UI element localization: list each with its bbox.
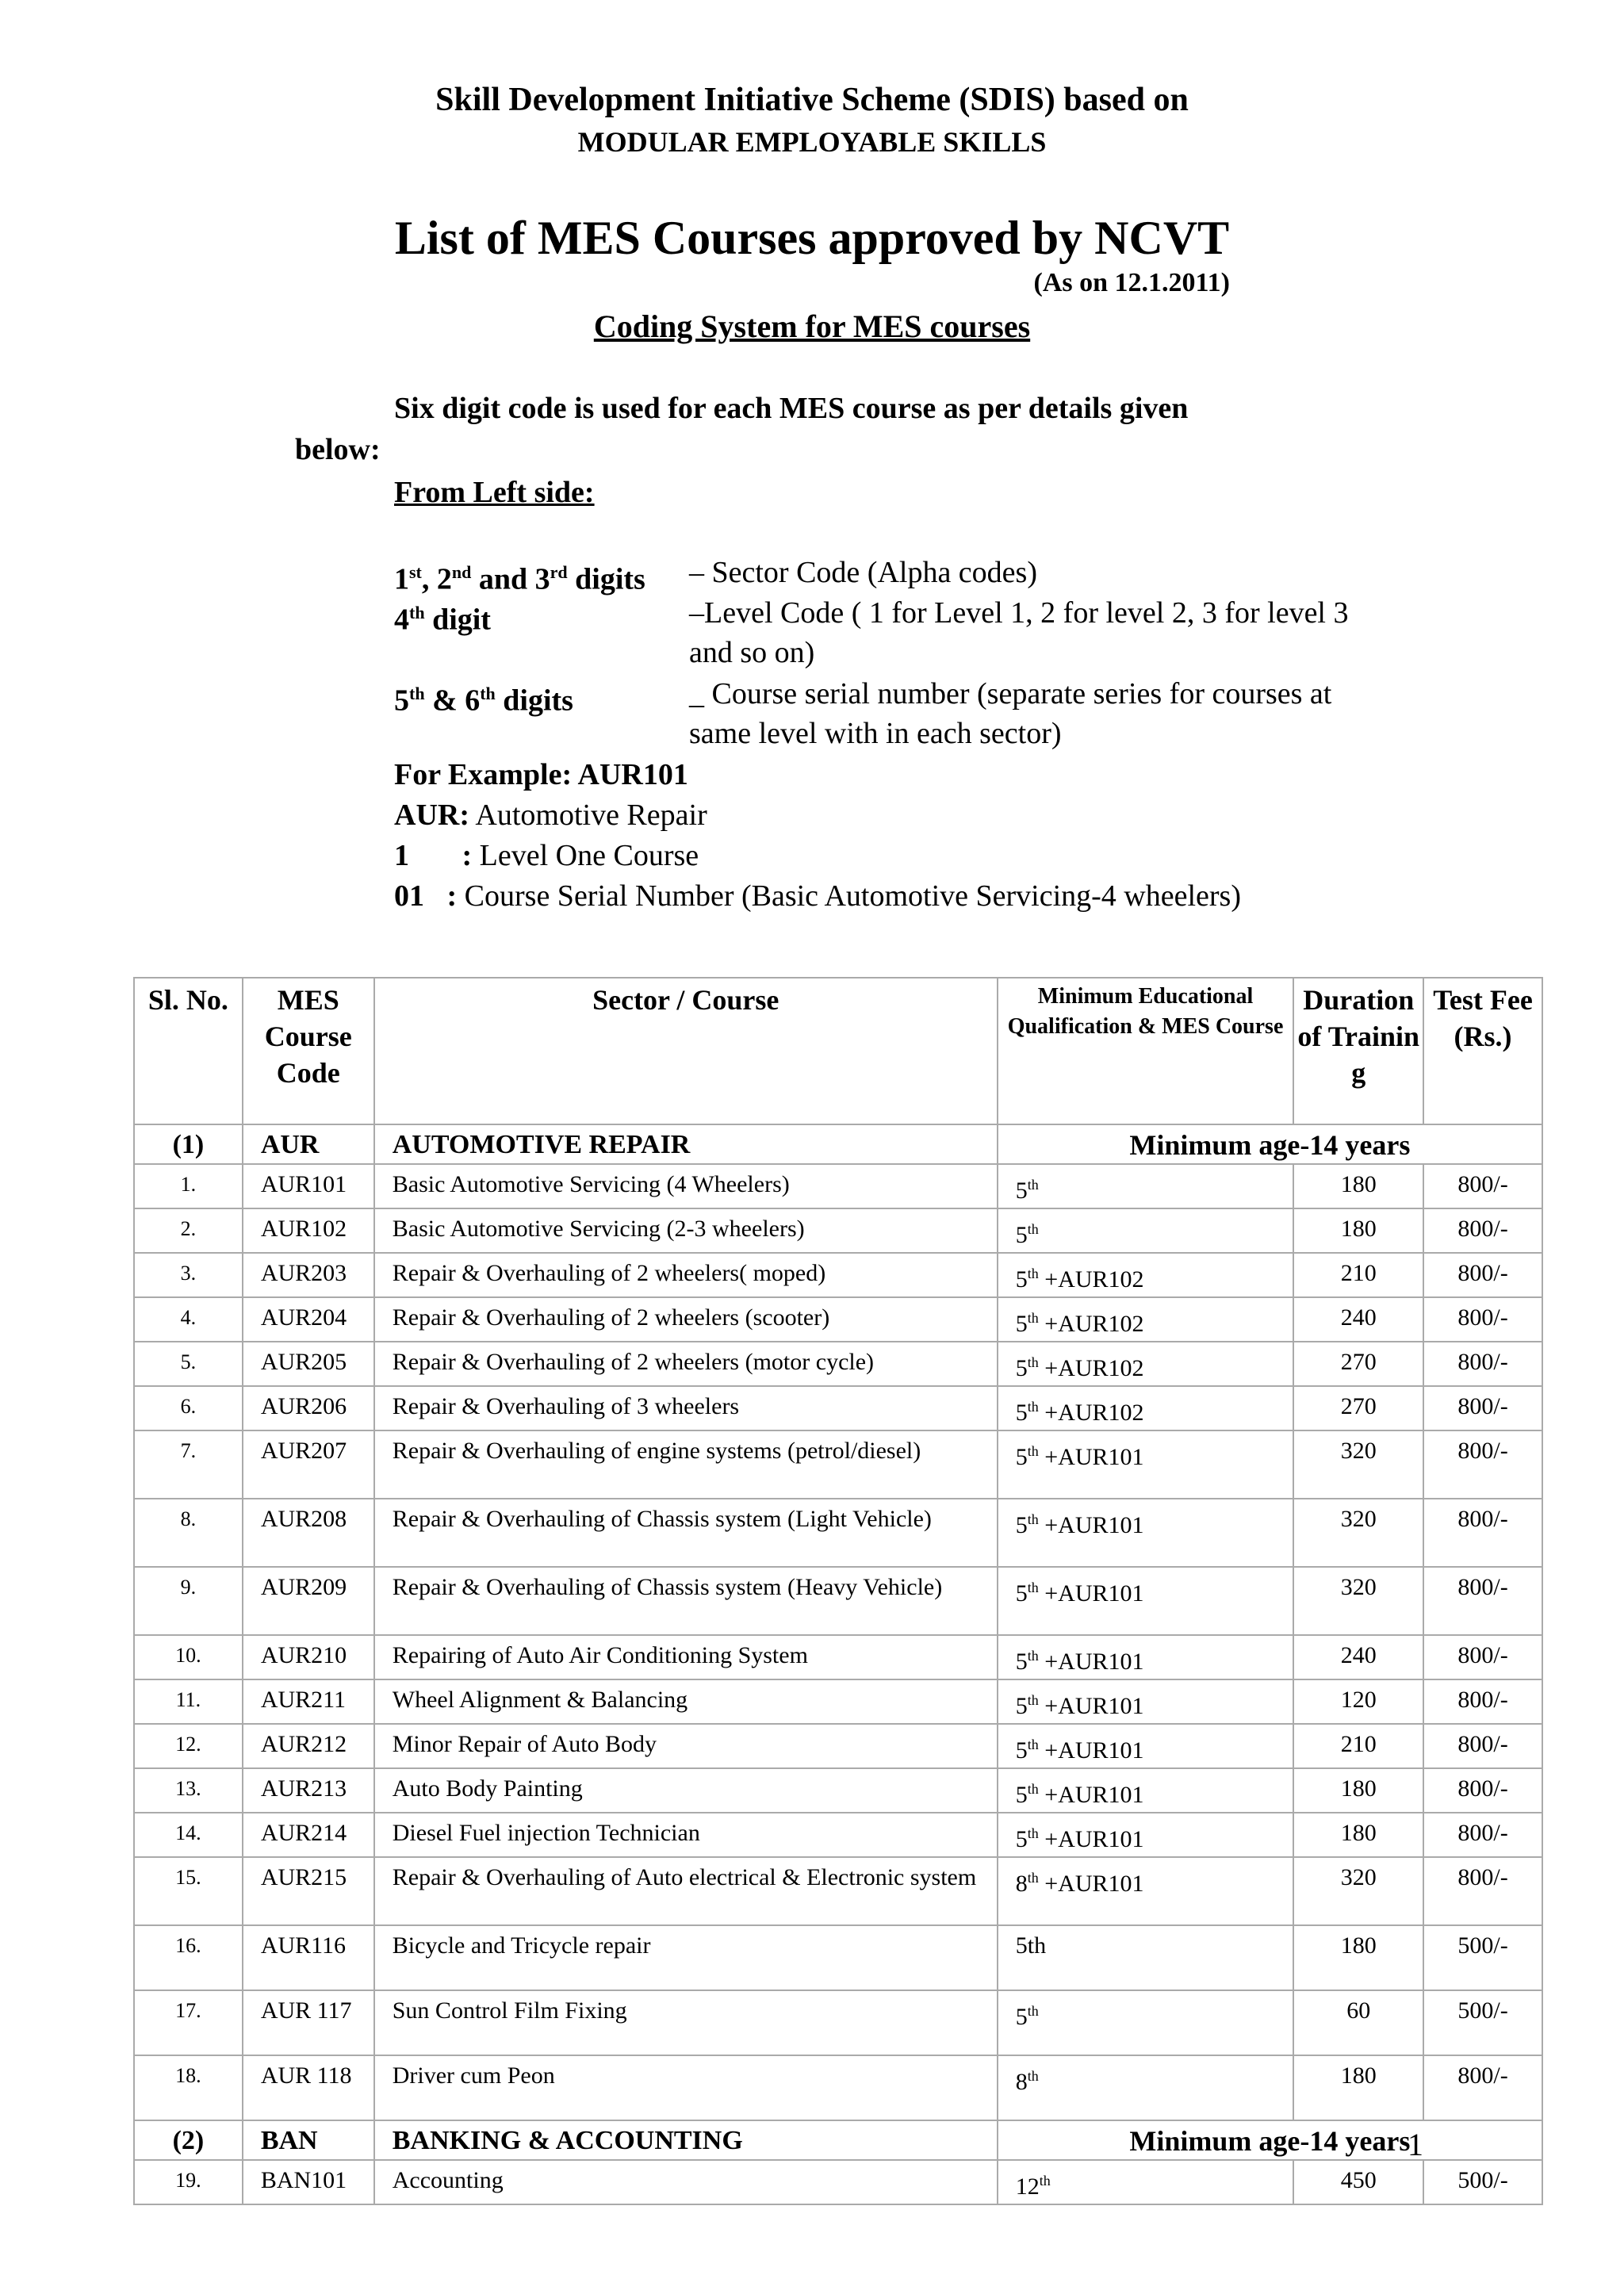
header-qualification: Minimum Educational Qualification & MES Course [998, 978, 1294, 1124]
cell-duration: 210 [1293, 1253, 1423, 1297]
cell-qualification: 5th +AUR102 [998, 1297, 1294, 1342]
cell-test-fee: 800/- [1423, 1342, 1542, 1386]
table-body [134, 1124, 1542, 2204]
cell-test-fee: 800/- [1423, 1430, 1542, 1499]
cell-sl-no: 7. [134, 1430, 243, 1499]
cell-course-code: AUR215 [243, 1857, 374, 1925]
cell-qualification: 5th +AUR102 [998, 1386, 1294, 1430]
cell-course-code: AUR214 [243, 1813, 374, 1857]
table-row [134, 1253, 1542, 1297]
cell-sl-no: 6. [134, 1386, 243, 1430]
minimum-age: Minimum age-14 years [998, 1124, 1542, 1164]
definition-value: _ Course serial number (separate series for courses at same level with in each sector) [689, 677, 1332, 750]
cell-test-fee: 500/- [1423, 1990, 1542, 2055]
cell-test-fee: 800/- [1423, 1813, 1542, 1857]
table-row [134, 1164, 1542, 1208]
cell-sl-no: 14. [134, 1813, 243, 1857]
cell-course-name: Basic Automotive Servicing (2-3 wheelers) [374, 1208, 998, 1253]
cell-sl-no: 13. [134, 1768, 243, 1813]
cell-qualification: 5th +AUR102 [998, 1342, 1294, 1386]
header-duration: Duration of Training [1293, 978, 1423, 1124]
cell-duration: 180 [1293, 1208, 1423, 1253]
cell-test-fee: 800/- [1423, 1768, 1542, 1813]
cell-course-code: AUR207 [243, 1430, 374, 1499]
sector-number: (2) [134, 2120, 243, 2160]
cell-test-fee: 500/- [1423, 2160, 1542, 2204]
cell-course-code: AUR116 [243, 1925, 374, 1990]
cell-test-fee: 800/- [1423, 1499, 1542, 1567]
cell-course-name: Repairing of Auto Air Conditioning System [374, 1635, 998, 1679]
cell-duration: 320 [1293, 1857, 1423, 1925]
cell-qualification: 5th [998, 1990, 1294, 2055]
cell-course-code: AUR205 [243, 1342, 374, 1386]
cell-sl-no: 4. [134, 1297, 243, 1342]
cell-duration: 120 [1293, 1679, 1423, 1724]
cell-duration: 450 [1293, 2160, 1423, 2204]
cell-qualification: 5th [998, 1208, 1294, 1253]
cell-test-fee: 800/- [1423, 1253, 1542, 1297]
sector-number: (1) [134, 1124, 243, 1164]
cell-course-name: Diesel Fuel injection Technician [374, 1813, 998, 1857]
cell-course-code: AUR211 [243, 1679, 374, 1724]
cell-course-code: AUR204 [243, 1297, 374, 1342]
cell-sl-no: 17. [134, 1990, 243, 2055]
cell-course-name: Repair & Overhauling of Chassis system (Heavy Vehicle) [374, 1567, 998, 1635]
header-sl-no: Sl. No. [134, 978, 243, 1124]
table-row [134, 1679, 1542, 1724]
table-row [134, 1990, 1542, 2055]
example-serial [394, 876, 1241, 916]
table-row [134, 1925, 1542, 1990]
cell-course-name: Repair & Overhauling of Chassis system (Light Vehicle) [374, 1499, 998, 1567]
cell-test-fee: 800/- [1423, 1297, 1542, 1342]
cell-course-name: Minor Repair of Auto Body [374, 1724, 998, 1768]
coding-system-heading: Coding System for MES courses [593, 308, 1031, 344]
cell-sl-no: 11. [134, 1679, 243, 1724]
cell-qualification: 5th +AUR101 [998, 1724, 1294, 1768]
cell-duration: 320 [1293, 1430, 1423, 1499]
cell-course-code: AUR101 [243, 1164, 374, 1208]
intro-line-1: Six digit code is used for each MES course as per details given [394, 392, 1189, 425]
cell-sl-no: 1. [134, 1164, 243, 1208]
cell-qualification: 5th +AUR101 [998, 1567, 1294, 1635]
cell-course-name: Driver cum Peon [374, 2055, 998, 2120]
cell-qualification: 8th [998, 2055, 1294, 2120]
cell-duration: 240 [1293, 1297, 1423, 1342]
example-key: AUR: [394, 798, 469, 832]
cell-course-code: AUR 118 [243, 2055, 374, 2120]
example-level [394, 836, 699, 875]
table-row [134, 1724, 1542, 1768]
cell-sl-no: 12. [134, 1724, 243, 1768]
cell-qualification: 5th +AUR101 [998, 1499, 1294, 1567]
cell-course-name: Sun Control Film Fixing [374, 1990, 998, 2055]
cell-qualification: 12th [998, 2160, 1294, 2204]
example-key: 1 : [394, 839, 473, 872]
cell-sl-no: 5. [134, 1342, 243, 1386]
table-row [134, 1208, 1542, 1253]
definition-key: 4th digit [394, 603, 491, 637]
cell-course-name: Repair & Overhauling of Auto electrical & Electronic system [374, 1857, 998, 1925]
table-row [134, 1499, 1542, 1567]
definition-key: 1st, 2nd and 3rd digits [394, 562, 645, 596]
cell-duration: 60 [1293, 1990, 1423, 2055]
example-value: Automotive Repair [475, 798, 707, 832]
table-row [134, 1297, 1542, 1342]
cell-course-code: AUR 117 [243, 1990, 374, 2055]
cell-qualification: 5th +AUR101 [998, 1813, 1294, 1857]
cell-duration: 270 [1293, 1342, 1423, 1386]
cell-course-name: Repair & Overhauling of 2 wheelers( moped) [374, 1253, 998, 1297]
sector-code: BAN [243, 2120, 374, 2160]
header-course-code: MES Course Code [243, 978, 374, 1124]
cell-test-fee: 500/- [1423, 1925, 1542, 1990]
cell-test-fee: 800/- [1423, 1679, 1542, 1724]
example-heading: For Example: AUR101 [394, 758, 688, 791]
cell-course-code: AUR212 [243, 1724, 374, 1768]
sector-code: AUR [243, 1124, 374, 1164]
cell-course-code: AUR213 [243, 1768, 374, 1813]
cell-duration: 240 [1293, 1635, 1423, 1679]
header-sector-course: Sector / Course [374, 978, 998, 1124]
cell-sl-no: 10. [134, 1635, 243, 1679]
cell-course-name: Repair & Overhauling of engine systems (petrol/diesel) [374, 1430, 998, 1499]
cell-duration: 180 [1293, 1164, 1423, 1208]
cell-sl-no: 8. [134, 1499, 243, 1567]
cell-duration: 180 [1293, 1813, 1423, 1857]
cell-test-fee: 800/- [1423, 1857, 1542, 1925]
example-value: Course Serial Number (Basic Automotive Servicing-4 wheelers) [464, 879, 1241, 913]
table-row [134, 1635, 1542, 1679]
cell-sl-no: 15. [134, 1857, 243, 1925]
definition-value: –Level Code ( 1 for Level 1, 2 for level 2, 3 for level 3 and so on) [689, 596, 1349, 669]
cell-duration: 180 [1293, 2055, 1423, 2120]
cell-test-fee: 800/- [1423, 1567, 1542, 1635]
page-number: 1 [1408, 2127, 1423, 2162]
cell-qualification: 5th +AUR101 [998, 1430, 1294, 1499]
cell-test-fee: 800/- [1423, 1386, 1542, 1430]
table-row [134, 1567, 1542, 1635]
cell-duration: 180 [1293, 1768, 1423, 1813]
as-on-date: (As on 12.1.2011) [1033, 268, 1230, 297]
cell-duration: 270 [1293, 1386, 1423, 1430]
table-row [134, 1813, 1542, 1857]
cell-sl-no: 2. [134, 1208, 243, 1253]
intro-line-2: below: [295, 433, 381, 466]
table-row [134, 1430, 1542, 1499]
from-left-heading: From Left side: [394, 476, 595, 509]
cell-course-name: Repair & Overhauling of 3 wheelers [374, 1386, 998, 1430]
cell-qualification: 5th +AUR101 [998, 1768, 1294, 1813]
table-row [134, 2055, 1542, 2120]
cell-course-code: AUR209 [243, 1567, 374, 1635]
cell-course-name: Bicycle and Tricycle repair [374, 1925, 998, 1990]
example-aur [394, 795, 707, 835]
cell-course-code: BAN101 [243, 2160, 374, 2204]
definition-value: – Sector Code (Alpha codes) [689, 556, 1037, 589]
sector-name: BANKING & ACCOUNTING [374, 2120, 998, 2160]
example-value: Level One Course [479, 839, 699, 872]
page-title: List of MES Courses approved by NCVT [394, 212, 1230, 264]
scheme-title: Skill Development Initiative Scheme (SDIS) based on [435, 82, 1189, 118]
cell-duration: 320 [1293, 1499, 1423, 1567]
cell-course-code: AUR203 [243, 1253, 374, 1297]
cell-course-name: Repair & Overhauling of 2 wheelers (motor cycle) [374, 1342, 998, 1386]
sector-row [134, 2120, 1542, 2160]
mes-courses-table [133, 977, 1543, 2205]
cell-course-code: AUR102 [243, 1208, 374, 1253]
cell-qualification: 5th [998, 1925, 1294, 1990]
cell-sl-no: 3. [134, 1253, 243, 1297]
cell-test-fee: 800/- [1423, 1635, 1542, 1679]
cell-sl-no: 19. [134, 2160, 243, 2204]
cell-qualification: 5th +AUR102 [998, 1253, 1294, 1297]
cell-course-code: AUR210 [243, 1635, 374, 1679]
sector-name: AUTOMOTIVE REPAIR [374, 1124, 998, 1164]
cell-duration: 320 [1293, 1567, 1423, 1635]
cell-test-fee: 800/- [1423, 1724, 1542, 1768]
minimum-age: Minimum age-14 years [998, 2120, 1542, 2160]
table-row [134, 1857, 1542, 1925]
table-row [134, 2160, 1542, 2204]
example-key: 01 : [394, 879, 458, 913]
sector-row [134, 1124, 1542, 1164]
cell-course-name: Auto Body Painting [374, 1768, 998, 1813]
cell-course-name: Wheel Alignment & Balancing [374, 1679, 998, 1724]
cell-test-fee: 800/- [1423, 2055, 1542, 2120]
table-row [134, 1386, 1542, 1430]
cell-test-fee: 800/- [1423, 1164, 1542, 1208]
cell-duration: 180 [1293, 1925, 1423, 1990]
header-test-fee: Test Fee (Rs.) [1423, 978, 1542, 1124]
scheme-subtitle: MODULAR EMPLOYABLE SKILLS [577, 126, 1047, 158]
table-row [134, 1342, 1542, 1386]
cell-course-name: Repair & Overhauling of 2 wheelers (scooter) [374, 1297, 998, 1342]
cell-sl-no: 9. [134, 1567, 243, 1635]
cell-qualification: 8th +AUR101 [998, 1857, 1294, 1925]
definition-key: 5th & 6th digits [394, 684, 573, 718]
cell-qualification: 5th [998, 1164, 1294, 1208]
cell-qualification: 5th +AUR101 [998, 1679, 1294, 1724]
cell-duration: 210 [1293, 1724, 1423, 1768]
cell-qualification: 5th +AUR101 [998, 1635, 1294, 1679]
table-row [134, 1768, 1542, 1813]
cell-test-fee: 800/- [1423, 1208, 1542, 1253]
cell-course-name: Accounting [374, 2160, 998, 2204]
cell-course-code: AUR206 [243, 1386, 374, 1430]
cell-sl-no: 16. [134, 1925, 243, 1990]
cell-sl-no: 18. [134, 2055, 243, 2120]
cell-course-code: AUR208 [243, 1499, 374, 1567]
table-header-row [134, 978, 1542, 1124]
cell-course-name: Basic Automotive Servicing (4 Wheelers) [374, 1164, 998, 1208]
